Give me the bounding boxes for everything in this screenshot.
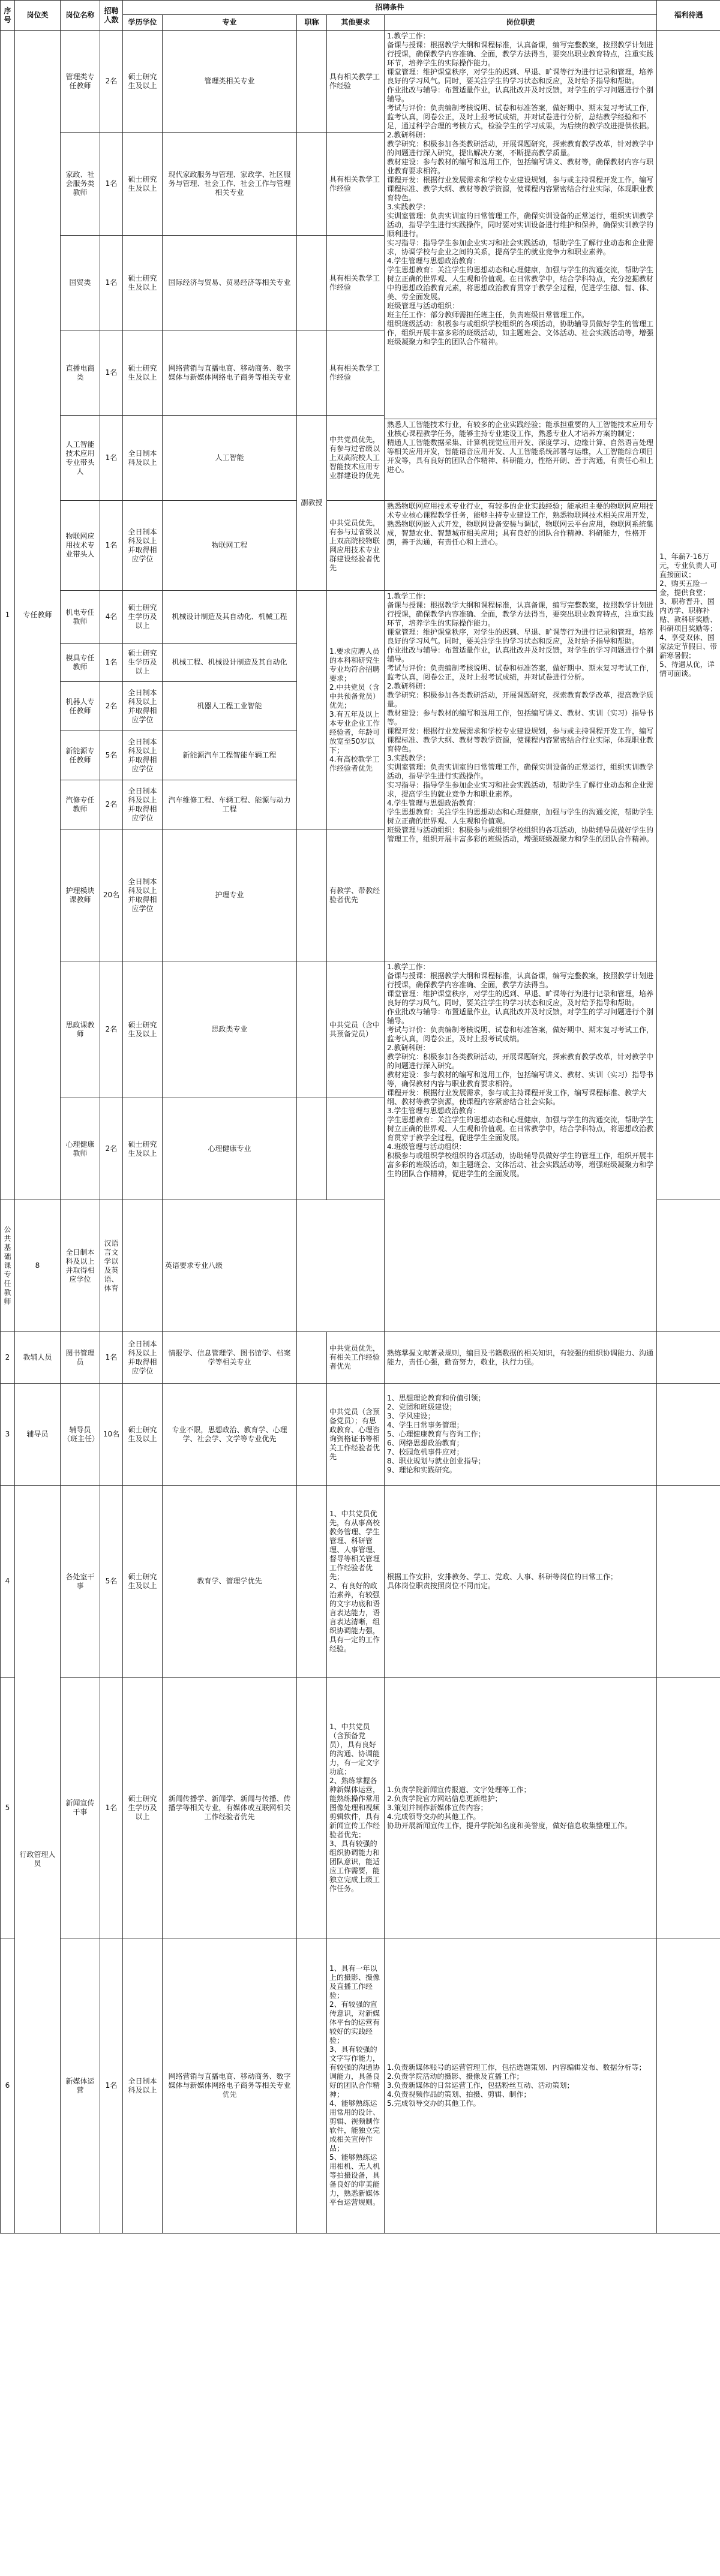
education-cell: 硕士研究生及以上 (123, 133, 163, 236)
position-name: 护理模块课教师 (61, 829, 100, 961)
education-cell: 硕士研究生学历及以上 (123, 591, 163, 644)
welfare-cell (657, 1486, 720, 1678)
other-cell: 1、中共党员优先，有从事高校教务管理、学生管理、科研管理、人事管理、督导等相关管理工作经验者优先； 2、有良好的政治素养，有较强的文字功底和语言表达能力，语言表达清晰，组织协调能力强，具有一定的工作经验。 (327, 1486, 385, 1678)
header-major: 专业 (163, 15, 297, 31)
duties-cell: 1.教学工作： 备课与授课：根据教学大纲和课程标准，认真备课，编写完整教案，按照教学计划进行授课，确保教学内容准确、全面，教学方法得当，要突出职业教育特点，注重实践环节，培养学生的实际操作能力。 课堂管理：维护课堂秩序，对学生的迟到、早退、旷课等行为进行记录和管理，培养良好的学习风气。同时，要关注学生的学习状态和反应，及时给予指导和帮助。 作业批改与辅导：布置适量作业，认真批改并及时反馈，对学生的学习问题进行个别辅导。 考试与评价：负责编制考核说明、试卷和标准答案，做好期中、期末复习考试工作，监考认真，阅卷公正，及时上报考试成绩，并对试卷进行分析。 2.教研科研： 教学研究：积极参加各类教研活动，开展课题研究，探索教育教学改革，提高教学质量。 教材建设：参与教材的编写和选用工作，包括编写讲义、教材、实训（实习）指导书等。 课程开发：根据行业发展需求和学校专业建设规划，参与或主持课程开发工作，编写课程标准、教学大纲、教材等教学资源，使课程内容紧密结合行业实际，体现职业教育特色。 3.实践教学： 实训室管理：负责实训室的日常管理工作，确保实训设备的正常运行，组织实训教学活动，指导学生进行实践操作。 实习指导：指导学生参加企业实习和社会实践活动，帮助学生了解行业动态和企业需求，提高学生的就业竞争力和职业素养。 4.学生管理与思想政治教育： 学生思想教育：关注学生的思想动态和心理健康，加强与学生的沟通交流，帮助学生树立正确的世界观、人生观和价值观。 班级管理与活动组织：积极参与或组织学校组织的各项活动，协助辅导员做好学生的管理工作，组织开展丰富多彩的班级活动，增强班级凝聚力和学生的团队合作精神。 (385, 591, 657, 961)
major-cell: 情报学、信息管理学、图书馆学、档案学等相关专业 (163, 1332, 297, 1384)
table-row (1, 1332, 720, 1384)
position-name: 机电专任教师 (61, 591, 100, 644)
duties-cell: 熟悉人工智能技术行业，有较多的企业实践经验；能承担重要的人工智能技术应用专业核心课程教学任务，能够主持专业建设工作，熟悉专业人才培养方案的制定； 精通人工智能数据采集、计算机视觉应用开发、深度学习、边缘计算、自然语言处理等相关应用开发，智能语音应用开发、人工智能系统部署与运维，人工智能综合项目开发等，具有良好的团队合作精神、科研能力，性格开朗、善于沟通，有责任心和上进心。 (385, 419, 657, 501)
major-cell: 教育学、管理学优先 (163, 1486, 297, 1678)
seq-cell: 2 (1, 1332, 15, 1384)
major-cell: 管理类相关专业 (163, 31, 297, 133)
welfare-cell (657, 1384, 720, 1486)
other-cell: 中共党员（含预备党员）；有思政教育、心理咨询资格证书等相关工作经验者优先 (327, 1384, 385, 1486)
duties-cell: 根据工作安排，安排教务、学工、党政、人事、科研等岗位的日常工作； 具体岗位职责按照岗位不同而定。 (385, 1486, 657, 1678)
title-cell (297, 829, 327, 961)
seq-cell: 1 (1, 31, 15, 1200)
position-count: 2名 (100, 31, 123, 133)
other-cell: 中共党员优先，有相关工作经验者优先 (327, 1332, 385, 1384)
education-cell: 硕士研究生及以上 (123, 31, 163, 133)
position-name: 思政课教师 (61, 961, 100, 1098)
table-row (1, 1938, 720, 2234)
seq-cell: 5 (1, 1678, 15, 1938)
education-cell: 硕士研究生学历及以上 (123, 1678, 163, 1938)
title-cell (297, 31, 327, 133)
header-seq: 序号 (1, 1, 15, 31)
major-cell: 专业不限，思想政治、教育学、心理学、社会学、文学等专业优先 (163, 1384, 297, 1486)
position-name: 图书管理员 (61, 1332, 100, 1384)
position-count: 1名 (100, 501, 123, 591)
major-cell: 新能源汽车工程智能车辆工程 (163, 731, 297, 780)
title-cell (297, 330, 327, 416)
other-cell: 有教学、带教经验者优先 (327, 829, 385, 961)
header-name: 岗位名称 (61, 1, 100, 31)
major-cell: 网络营销与直播电商、移动商务、数字媒体与新媒体网络电子商务等相关专业 (163, 330, 297, 416)
major-cell: 物联网工程 (163, 501, 297, 591)
education-cell: 全日制本科及以上 (123, 416, 163, 501)
position-count: 1名 (100, 236, 123, 330)
other-cell: 具有相关教学工作经验 (327, 330, 385, 416)
duties-cell: 熟练掌握文献著录规则，编目及书籍数据的相关知识，有较强的组织协调能力、沟通能力，责任心强，勤奋努力，敬业，执行力强。 (385, 1332, 657, 1384)
education-cell: 全日制本科及以上 (123, 1938, 163, 2234)
major-cell: 现代家政服务与管理、家政学、社区服务与管理、社会工作、社会工作与管理相关专业 (163, 133, 297, 236)
education-cell: 全日制本科及以上并取得相应学位 (61, 1200, 100, 1332)
major-cell: 机械设计制造及其自动化、机械工程 (163, 591, 297, 644)
title-cell (297, 1384, 327, 1486)
major-cell: 新闻传播学、新闻学、新闻与传播、传播学等相关专业，有媒体或互联网相关工作经验者优先 (163, 1678, 297, 1938)
other-cell: 1、具有一年以上的摄影、摄像及直播工作经验； 2、有较强的宣传意识，对新媒体平台的运营有较好的实践经验； 3、具有较强的文字写作能力，有较强的沟通协调能力，具备良好的团队合作精神； 4、能够熟练运用常用的设计、剪辑、视频制作软件，能独立完成相关宣传作品； 5、能够熟练运用相机、无人机等拍摄设备，具备良好的审美能力，熟悉新媒体平台运营规则。 (327, 1938, 385, 2234)
other-cell: 具有相关教学工作经验 (327, 133, 385, 236)
welfare-cell (657, 1938, 720, 2234)
position-count: 2名 (100, 961, 123, 1098)
header-education: 学历学位 (123, 15, 163, 31)
education-cell: 全日制本科及以上并取得相应学位 (123, 501, 163, 591)
table-row (1, 501, 720, 591)
duties-cell: 1.负责学院新闻宣传报道、文字处理等工作； 2.负责学院官方网站信息更新维护； 3.策划并制作新媒体宣传内容； 4.完成领导交办的其他工作。 协助开展新闻宣传工作，提升学院知名度和美誉度，做好信息收集整理工作。 (385, 1678, 657, 1938)
position-count: 4名 (100, 591, 123, 644)
major-cell: 网络营销与直播电商、移动商务、数字媒体与新媒体网络电子商务等相关专业优先 (163, 1938, 297, 2234)
other-cell: 中共党员（含中共预备党员） (327, 961, 385, 1098)
position-count: 2名 (100, 682, 123, 731)
header-duties: 岗位职责 (385, 15, 657, 31)
education-cell: 硕士研究生及以上 (123, 236, 163, 330)
header-category: 岗位类 (15, 1, 61, 31)
education-cell: 全日制本科及以上并取得相应学位 (123, 780, 163, 829)
other-cell: 中共党员优先，有参与过省级以上双高院校人工智能技术应用专业群建设的优先 (327, 416, 385, 501)
education-cell: 硕士研究生学历及以上 (123, 644, 163, 682)
position-name: 物联网应用技术专业带头人 (61, 501, 100, 591)
major-cell: 汉语言文学以及英语、体育 (100, 1200, 123, 1332)
position-count: 2名 (100, 1098, 123, 1200)
other-cell: 具有相关教学工作经验 (327, 236, 385, 330)
header-conditions: 招聘条件 (123, 1, 657, 15)
education-cell: 硕士研究生及以上 (123, 961, 163, 1098)
seq-cell: 3 (1, 1384, 15, 1486)
major-cell: 机器人工程工业智能 (163, 682, 297, 731)
position-count: 5名 (100, 1486, 123, 1678)
category-cell: 专任教师 (15, 31, 61, 1200)
title-cell (297, 1486, 327, 1678)
title-cell (297, 133, 327, 236)
duties-cell: 1.教学工作： 备课与授课：根据教学大纲和课程标准，认真备课，编写完整教案，按照教学计划进行授课，确保教学内容准确、全面，教学方法得当。 课堂管理：维护课堂秩序，对学生的迟到、早退、旷课等行为进行记录和管理，培养良好的学习风气。同时，要关注学生的学习状态和反应，及时给予指导和帮助。 作业批改与辅导：布置适量作业，认真批改并及时反馈，对学生的学习问题进行个别辅导。 考试与评价：负责编制考核说明、试卷和标准答案，做好期中、期末复习考试工作，监考认真，阅卷公正，及时上报考试成绩。 2.教研科研： 教学研究：积极参加各类教研活动，开展课题研究，探索教育教学改革，针对教学中的问题进行深入研究。 教材建设：参与教材的编写和选用工作，包括编写讲义、教材、实训（实习）指导书等，确保教材内容与职业教育要求相符。 课程开发：根据行业发展需求，参与或主持课程开发工作，编写课程标准、教学大纲、教材等教学资源，使课程内容紧密结合社会实际。 3.学生管理与思想政治教育： 学生思想教育：关注学生的思想动态和心理健康，加强与学生的沟通交流，帮助学生树立正确的世界观、人生观和价值观。在日常教学中，结合学科特点，将思想政治教育贯穿于教学全过程，促进学生全面发展。 4.班级管理与活动组织： 积极参与或组织学校组织的各项活动，协助辅导员做好学生的管理工作，组织开展丰富多彩的班级活动，如主题班会、文体活动、社会实践活动等，增强班级凝聚力和学生的团队合作精神，促进学生的全面发展。 (385, 961, 657, 1332)
position-name: 人工智能技术应用专业带头人 (61, 416, 100, 501)
position-name: 心理健康教师 (61, 1098, 100, 1200)
title-cell: 副教授 (297, 416, 327, 591)
welfare-cell (657, 1678, 720, 1938)
position-count: 1名 (100, 1678, 123, 1938)
other-cell: 英语要求专业八级 (163, 1200, 297, 1332)
title-cell (297, 1938, 327, 2234)
title-cell (123, 1200, 163, 1332)
duties-cell: 1.教学工作： 备课与授课：根据教学大纲和课程标准，认真备课，编写完整教案，按照教学计划进行授课，确保教学内容准确、全面，教学方法得当，要突出职业教育特点，注重实践环节，培养学生的实际操作能力。 课堂管理：维护课堂秩序，对学生的迟到、早退、旷课等行为进行记录和管理，培养良好的学习风气。同时，要关注学生的学习状态和反应，及时给予指导和帮助。 作业批改与辅导：布置适量作业，认真批改并及时反馈，对学生的学习问题进行个别辅导。 考试与评价：负责编制考核说明、试卷和标准答案，做好期中、期末复习考试工作，监考认真，阅卷公正，及时上报考试成绩，并对试卷进行分析，总结教学经验和不足，通过科学合理的考核方式，检验学生的学习成果，为后续的教学改进提供依据。 2.教研科研： 教学研究：积极参加各类教研活动，开展课题研究，探索教育教学改革，针对教学中的问题进行深入研究，提出解决方案，不断提高教学质量。 教材建设：参与教材的编写和选用工作，包括编写讲义、教材等，确保教材内容与职业教育要求相符。 课程开发：根据行业发展需求和学校专业建设规划，参与或主持课程开发工作，编写课程标准、教学大纲、教材等教学资源，使课程内容紧密结合行业实际，体现职业教育特色。 3.实践教学： 实训室管理：负责实训室的日常管理工作，确保实训设备的正常运行，组织实训教学活动，指导学生进行实践操作，同时要对实训设备进行维护和保养，确保实训教学的顺利进行。 实习指导：指导学生参加企业实习和社会实践活动，帮助学生了解行业动态和企业需求，协调学校与企业之间的关系，提高学生的就业竞争力和职业素养。 4.学生管理与思想政治教育： 学生思想教育：关注学生的思想动态和心理健康，加强与学生的沟通交流，帮助学生树立正确的世界观、人生观和价值观。在日常教学中，结合学科特点，充分挖掘教材中的思想政治教育元素，将思想政治教育贯穿于教学全过程，促进学生德、智、体、美、劳全面发展。 班级管理与活动组织： 班主任工作：部分教师需担任班主任，负责班级日常管理工作。 组织班级活动：积极参与或组织学校组织的各项活动，协助辅导员做好学生的管理工作，组织开展丰富多彩的班级活动，如主题班会、文体活动、社会实践活动等，增强班级凝聚力和学生的团队合作精神。 (385, 31, 657, 419)
education-cell: 全日制本科及以上并取得相应学位 (123, 1332, 163, 1384)
position-count: 2名 (100, 780, 123, 829)
category-cell: 辅导员 (15, 1384, 61, 1486)
position-name: 模具专任教师 (61, 644, 100, 682)
position-name: 新能源专任教师 (61, 731, 100, 780)
table-row (1, 1384, 720, 1486)
position-count: 20名 (100, 829, 123, 961)
position-count: 5名 (100, 731, 123, 780)
position-name: 家政、社会服务类教师 (61, 133, 100, 236)
position-name: 机器人专任教师 (61, 682, 100, 731)
duties-cell: 1.负责新媒体账号的运营管理工作，包括选题策划、内容编辑发布、数据分析等； 2.负责学院活动的摄影、摄像及直播工作； 3.负责新媒体的日常运营工作，包括粉丝互动、活动策划； 4.负责视频作品的策划、拍摄、剪辑、制作； 5.完成领导交办的其他工作。 (385, 1938, 657, 2234)
major-cell: 心理健康专业 (163, 1098, 297, 1200)
header-title: 职称 (297, 15, 327, 31)
table-row (1, 1486, 720, 1678)
welfare-cell: 1、年薪7-16万元，专业负责人可直接面议； 2、购买五险一金，提供食堂； 3、职称晋升、国内访学、职称补贴、教科研奖励、科研项目奖励等； 4、享受双休、国家法定节假日、带薪寒暑假； 5、待遇从优，详情可面谈。 (657, 31, 720, 1200)
header-other: 其他要求 (327, 15, 385, 31)
position-name: 辅导员（班主任） (61, 1384, 100, 1486)
position-name: 管理类专任教师 (61, 31, 100, 133)
title-cell (297, 961, 327, 1098)
other-cell: 中共党员优先，有参与过省级以上双高院校物联网应用技术专业群建设经验者优先 (327, 501, 385, 591)
position-count: 1名 (100, 1332, 123, 1384)
position-count: 1名 (100, 330, 123, 416)
major-cell: 国际经济与贸易、贸易经济等相关专业 (163, 236, 297, 330)
title-cell (297, 1098, 327, 1200)
seq-cell: 6 (1, 1938, 15, 2234)
table-row (1, 1678, 720, 1938)
header-count: 招聘人数 (100, 1, 123, 31)
position-count: 1名 (100, 644, 123, 682)
seq-cell: 4 (1, 1486, 15, 1678)
position-count: 1名 (100, 133, 123, 236)
table-row (1, 961, 720, 1098)
other-cell: 1.要求应聘人员的本科和研究生专业均符合招聘要求； 2.中共党员（含中共预备党员）优先； 3.有五年及以上本专业企业工作经验者，年龄可放宽至50岁以下； 4.有高校教学工作经验者优先 (327, 591, 385, 829)
position-count: 1名 (100, 416, 123, 501)
title-cell (297, 1678, 327, 1938)
position-name: 国贸类 (61, 236, 100, 330)
table-row (1, 591, 720, 644)
position-count: 1名 (100, 1938, 123, 2234)
position-name: 新闻宣传干事 (61, 1678, 100, 1938)
title-cell (297, 1332, 327, 1384)
position-count: 10名 (100, 1384, 123, 1486)
title-cell (297, 591, 327, 829)
duties-cell: 1、思想理论教育和价值引领； 2、党团和班级建设； 3、学风建设； 4、学生日常事务管理； 5、心理健康教育与咨询工作； 6、网络思想政治教育； 7、校园危机事件应对； 8、职业规划与就业创业指导； 9、理论和实践研究。 (385, 1384, 657, 1486)
position-name: 汽修专任教师 (61, 780, 100, 829)
major-cell: 机械工程、机械设计制造及其自动化 (163, 644, 297, 682)
education-cell: 全日制本科及以上并取得相应学位 (123, 731, 163, 780)
position-name: 直播电商类 (61, 330, 100, 416)
education-cell: 硕士研究生及以上 (123, 1486, 163, 1678)
category-cell: 教辅人员 (15, 1332, 61, 1384)
other-cell: 具有相关教学工作经验 (327, 31, 385, 133)
position-name: 各处室干事 (61, 1486, 100, 1678)
welfare-cell (657, 1332, 720, 1384)
education-cell: 全日制本科及以上并取得相应学位 (123, 682, 163, 731)
header-welfare: 福利待遇 (657, 1, 720, 31)
position-name: 新媒体运营 (61, 1938, 100, 2234)
education-cell: 硕士研究生及以上 (123, 330, 163, 416)
category-cell: 行政管理人员 (15, 1486, 61, 2234)
title-cell (297, 236, 327, 330)
education-cell: 全日制本科及以上并取得相应学位 (123, 829, 163, 961)
major-cell: 护理专业 (163, 829, 297, 961)
major-cell: 思政类专业 (163, 961, 297, 1098)
position-name: 公共基础课专任教师 (1, 1200, 15, 1332)
education-cell: 硕士研究生及以上 (123, 1098, 163, 1200)
other-cell: 1、中共党员（含预备党员），具有良好的沟通、协调能力，有一定文字功底； 2、熟练掌握各种新媒体运营，能熟练操作常用图像处理和视频剪辑软件，具有新闻宣传工作经验者优先； 3、具有较强的组织协调能力和团队意识，能适应工作需要，能独立完成上级工作任务。 (327, 1678, 385, 1938)
table-row (1, 31, 720, 133)
other-cell (327, 1098, 385, 1200)
education-cell: 硕士研究生及以上 (123, 1384, 163, 1486)
major-cell: 汽车维修工程、车辆工程、能源与动力工程 (163, 780, 297, 829)
duties-cell: 熟悉物联网应用技术专业行业，有较多的企业实践经验；能承担主要的物联网应用技术专业核心课程教学任务，能够主持专业建设工作，熟悉物联网技术相关应用开发，熟悉物联网嵌入式开发，物联网设备安装与调试，物联网云平台应用，物联网系统集成，智慧农业、智慧城市相关应用；具有良好的团队合作精神、科研能力，性格开朗，善于沟通，有责任心和上进心。 (385, 501, 657, 591)
position-count: 8 (15, 1200, 61, 1332)
major-cell: 人工智能 (163, 416, 297, 501)
